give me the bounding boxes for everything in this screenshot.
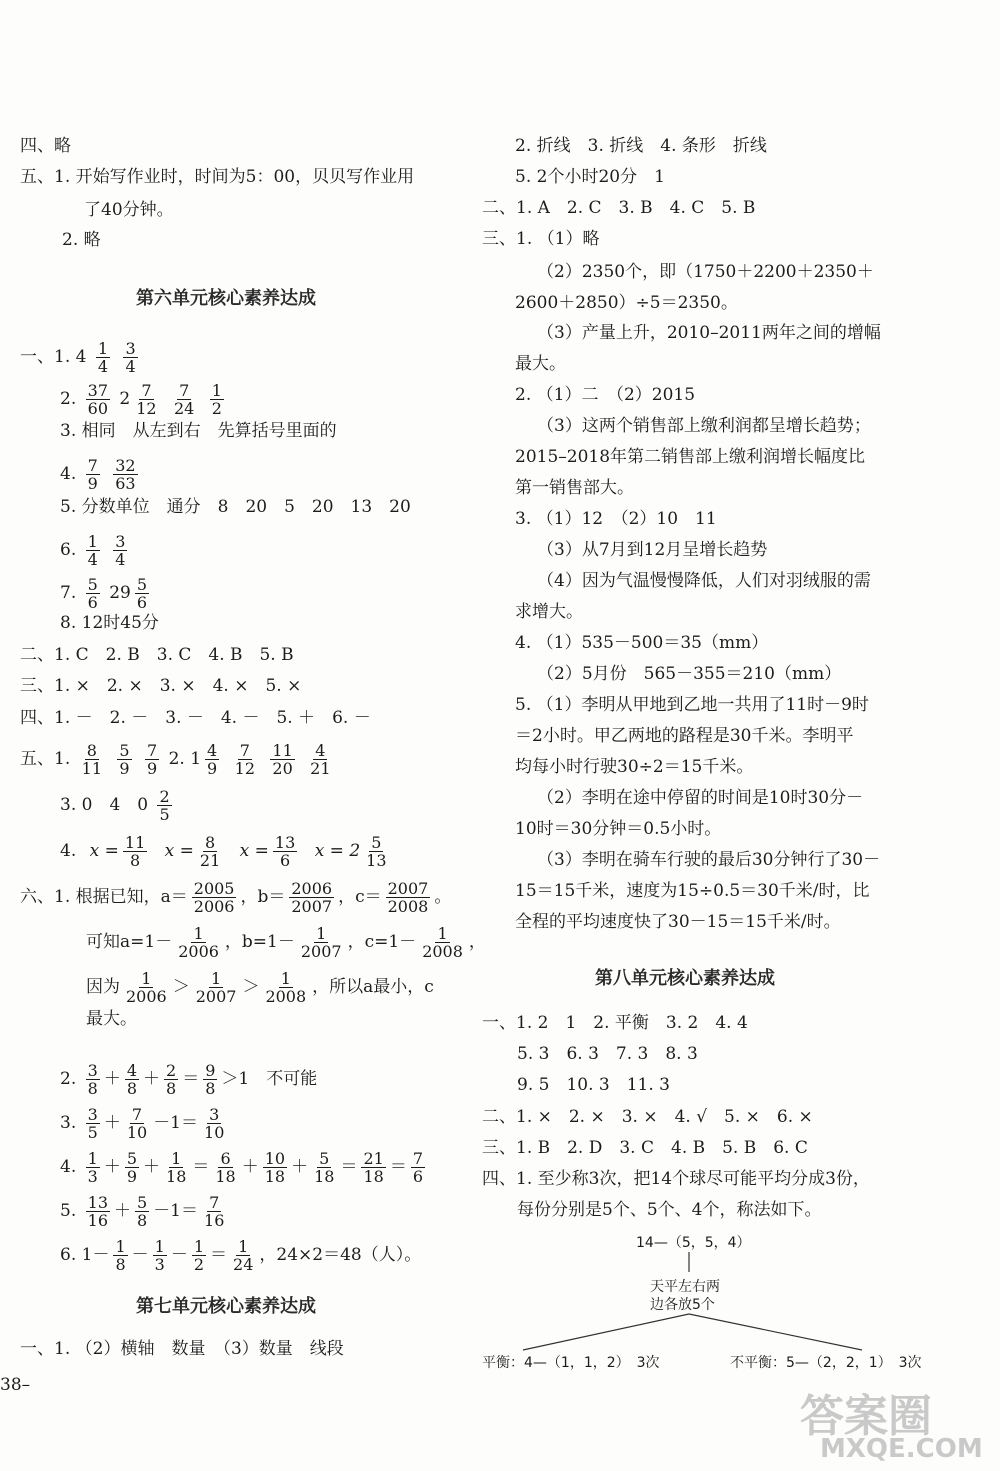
answer-line: 六、1. 根据已知，a＝ $\frac{2005}{2006}$ ，b＝ $\frac{2006}{2007}$ ，c＝ $\frac{2007}{2008}$ 。 xyxy=(20,879,452,916)
answer-line: （3）这两个销售部上缴利润都呈增长趋势； xyxy=(537,416,871,436)
fraction: $\frac{37}{60}$ xyxy=(87,381,108,418)
fraction: $\frac{8}{21}$ xyxy=(199,833,221,870)
answer-line: 5. 2个小时20分 1 xyxy=(515,167,665,187)
answer-line: 8. 12时45分 xyxy=(60,613,159,633)
fraction: $\frac{13}{16}$ xyxy=(87,1193,108,1230)
fraction: $\frac{6}{18}$ xyxy=(215,1149,236,1186)
answer-line: 15＝15千米，速度为15÷0.5＝30千米/时，比 xyxy=(515,881,870,901)
fraction: $\frac{7}{12}$ xyxy=(234,741,255,778)
answer-line: 四、略 xyxy=(20,136,71,156)
fraction: $\frac{5}{9}$ xyxy=(126,1149,138,1186)
answer-line: 9. 5 10. 3 11. 3 xyxy=(517,1075,670,1095)
fraction: $\frac{3}{5}$ xyxy=(87,1105,98,1142)
answer-line: 2600＋2850）÷5＝2350。 xyxy=(515,293,738,313)
fraction: $\frac{3}{8}$ xyxy=(87,1061,98,1098)
fraction: $\frac{5}{6}$ xyxy=(136,575,148,612)
fraction: $\frac{1}{4}$ xyxy=(97,339,109,376)
answer-line: （3）产量上升，2010–2011两年之间的增幅 xyxy=(537,323,881,343)
answer-line: 了40分钟。 xyxy=(84,200,174,220)
fraction: $\frac{9}{8}$ xyxy=(205,1061,216,1098)
answer-line: 三、1. （1）略 xyxy=(482,229,600,249)
fraction: $\frac{4}{9}$ xyxy=(207,741,218,778)
fraction: $\frac{2007}{2008}$ xyxy=(387,879,429,916)
fraction: $\frac{1}{2}$ xyxy=(211,381,222,418)
fraction: $\frac{7}{10}$ xyxy=(126,1105,148,1142)
fraction: $\frac{4}{8}$ xyxy=(126,1061,138,1098)
answer-line: 求增大。 xyxy=(515,602,583,622)
section-heading-unit8: 第八单元核心素养达成 xyxy=(595,968,775,989)
answer-line: （2）李明在途中停留的时间是10时30分－ xyxy=(537,788,864,808)
answer-line: 最大。 xyxy=(86,1009,137,1029)
fraction: $\frac{7}{16}$ xyxy=(204,1193,225,1230)
answer-line: 2015–2018年第二销售部上缴利润增长幅度比 xyxy=(515,447,866,467)
tree-left-branch xyxy=(523,1314,689,1350)
fraction: $\frac{1}{3}$ xyxy=(154,1237,165,1274)
tree-right-branch xyxy=(689,1314,862,1350)
fraction: $\frac{2006}{2007}$ xyxy=(291,879,333,916)
answer-line: 2. 折线 3. 折线 4. 条形 折线 xyxy=(515,136,767,156)
fraction: $\frac{1}{2006}$ xyxy=(126,969,167,1006)
answer-line: 4. $\frac{1}{3}$ ＋ $\frac{5}{9}$ ＋ $\frac{1}{18}$ ＝ $\frac{6}{18}$ ＋ $\frac{10}{18}$ ＋ $\frac{5}{18}$ ＝ $\frac{21}{18}$ ＝ $\frac{7}{6}$ xyxy=(60,1149,423,1186)
fraction: $\frac{7}{24}$ xyxy=(174,381,195,418)
answer-line: 2. （1）二 （2）2015 xyxy=(515,385,696,405)
section-heading-unit7: 第七单元核心素养达成 xyxy=(136,1296,316,1317)
fraction: $\frac{5}{9}$ xyxy=(119,741,130,778)
answer-line: 4. $\frac{7}{9}$ $\frac{32}{63}$ xyxy=(60,456,136,493)
answer-line: 第一销售部大。 xyxy=(515,478,634,498)
fraction: $\frac{5}{18}$ xyxy=(314,1149,335,1186)
fraction: $\frac{1}{2}$ xyxy=(193,1237,205,1274)
answer-line: 四、1. － 2. － 3. － 4. － 5. ＋ 6. － xyxy=(20,708,371,728)
fraction: $\frac{3}{4}$ xyxy=(115,532,126,569)
answer-line: 因为 $\frac{1}{2006}$ ＞ $\frac{1}{2007}$ ＞ $\frac{1}{2008}$ ，所以a最小，c xyxy=(86,969,434,1006)
answer-line: 一、1. 2 1 2. 平衡 3. 2 4. 4 xyxy=(482,1013,748,1033)
answer-line: 2. $\frac{3}{8}$ ＋ $\frac{4}{8}$ ＋ $\frac{2}{8}$ ＝ $\frac{9}{8}$ ＞1 不可能 xyxy=(60,1061,318,1098)
tree-root-label: 14—（5，5，4） xyxy=(636,1235,751,1251)
fraction: $\frac{1}{18}$ xyxy=(166,1149,187,1186)
fraction: $\frac{2}{5}$ xyxy=(159,787,170,824)
answer-line: 二、1. × 2. × 3. × 4. √ 5. × 6. × xyxy=(482,1107,813,1127)
fraction: $\frac{7}{9}$ xyxy=(147,741,158,778)
answer-line: 3. （1）12 （2）10 11 xyxy=(515,509,717,529)
answer-line: （3）从7月到12月呈增长趋势 xyxy=(537,540,768,560)
answer-line: 3. $\frac{3}{5}$ ＋ $\frac{7}{10}$ －1＝ $\frac{3}{10}$ xyxy=(60,1105,225,1142)
fraction: $\frac{1}{4}$ xyxy=(87,532,98,569)
answer-line: 最大。 xyxy=(515,354,566,374)
fraction: $\frac{1}{2008}$ xyxy=(422,924,463,961)
answer-line: 2. $\frac{37}{60}$ 2 $\frac{7}{12}$ $\frac{7}{24}$ $\frac{1}{2}$ xyxy=(60,381,222,418)
watermark-url: MXQE.COM xyxy=(820,1434,983,1464)
fraction: $\frac{7}{6}$ xyxy=(412,1149,423,1186)
answer-line: 可知a=1－ $\frac{1}{2006}$ ，b=1－ $\frac{1}{2007}$ ，c=1－ $\frac{1}{2008}$ ， xyxy=(86,924,486,961)
answer-line: 3. 相同 从左到右 先算括号里面的 xyxy=(60,421,337,441)
answer-line: 3. 0 4 0 $\frac{2}{5}$ xyxy=(60,787,170,824)
fraction: $\frac{3}{10}$ xyxy=(204,1105,225,1142)
fraction: $\frac{8}{11}$ xyxy=(81,741,102,778)
fraction: $\frac{1}{2008}$ xyxy=(265,969,307,1006)
answer-line: 三、1. × 2. × 3. × 4. × 5. × xyxy=(20,676,302,696)
fraction: $\frac{3}{4}$ xyxy=(125,339,136,376)
fraction: $\frac{7}{9}$ xyxy=(87,456,98,493)
fraction: $\frac{4}{21}$ xyxy=(310,741,331,778)
fraction: $\frac{1}{2007}$ xyxy=(300,924,342,961)
fraction: $\frac{21}{18}$ xyxy=(363,1149,384,1186)
answer-line: 五、1. $\frac{8}{11}$ $\frac{5}{9}$ $\frac{7}{9}$ 2. 1 $\frac{4}{9}$ $\frac{7}{12}$ $\frac{11}{20}$ $\frac{4}{21}$ xyxy=(20,741,331,778)
fraction: $\frac{1}{2006}$ xyxy=(178,924,219,961)
answer-line: 5. 分数单位 通分 8 20 5 20 13 20 xyxy=(60,497,411,517)
section-heading-unit6: 第六单元核心素养达成 xyxy=(136,288,316,309)
answer-line: 6. 1－ $\frac{1}{8}$ － $\frac{1}{3}$ － $\frac{1}{2}$ ＝ $\frac{1}{24}$ ，24×2＝48（人）。 xyxy=(60,1237,422,1274)
fraction: $\frac{11}{8}$ xyxy=(124,833,146,870)
fraction: $\frac{7}{12}$ xyxy=(136,381,157,418)
answer-line: 5. $\frac{13}{16}$ ＋ $\frac{5}{8}$ －1＝ $\frac{7}{16}$ xyxy=(60,1193,225,1230)
answer-line: 2. 略 xyxy=(62,230,101,250)
answer-line: 4. x = $\frac{11}{8}$ x = $\frac{8}{21}$ x = $\frac{13}{6}$ x = 2 $\frac{5}{13}$ xyxy=(60,833,387,870)
page-number: 38– xyxy=(0,1375,31,1395)
answer-line: 10时＝30分钟＝0.5小时。 xyxy=(515,819,722,839)
answer-line: 6. $\frac{1}{4}$ $\frac{3}{4}$ xyxy=(60,532,126,569)
fraction: $\frac{1}{24}$ xyxy=(233,1237,254,1274)
answer-line: 三、1. B 2. D 3. C 4. B 5. B 6. C xyxy=(482,1138,808,1158)
answer-line: 每份分别是5个、5个、4个，称法如下。 xyxy=(517,1200,822,1220)
fraction: $\frac{1}{3}$ xyxy=(87,1149,98,1186)
answer-line: 五、1. 开始写作业时，时间为5：00，贝贝写作业用 xyxy=(20,167,415,187)
fraction: $\frac{32}{63}$ xyxy=(115,456,136,493)
answer-line: 二、1. A 2. C 3. B 4. C 5. B xyxy=(482,198,756,218)
answer-line: （3）李明在骑车行驶的最后30分钟行了30－ xyxy=(537,850,881,870)
answer-line: 四、1. 至少称3次，把14个球尽可能平均分成3份， xyxy=(482,1169,870,1189)
fraction: $\frac{1}{8}$ xyxy=(115,1237,126,1274)
watermark-logo: 答案圈 xyxy=(800,1391,932,1442)
fraction: $\frac{10}{18}$ xyxy=(264,1149,286,1186)
fraction: $\frac{13}{6}$ xyxy=(274,833,296,870)
tree-node-label: 天平左右两 xyxy=(650,1279,720,1295)
answer-line: （2）5月份 565－355＝210（mm） xyxy=(537,664,842,684)
tree-leaf-unbalanced: 不平衡：5—（2，2，1） 3次 xyxy=(730,1355,922,1371)
answer-line: 5. （1）李明从甲地到乙地一共用了11时－9时 xyxy=(515,695,869,715)
answer-line: ＝2小时。甲乙两地的路程是30千米。李明平 xyxy=(515,726,854,746)
answer-line: （4）因为气温慢慢降低，人们对羽绒服的需 xyxy=(537,571,871,591)
answer-line: （2）2350个，即（1750＋2200＋2350＋ xyxy=(537,262,874,282)
fraction: $\frac{11}{20}$ xyxy=(272,741,293,778)
fraction: $\frac{1}{2007}$ xyxy=(195,969,237,1006)
answer-line: 一、1. （2）横轴 数量 （3）数量 线段 xyxy=(20,1339,344,1359)
answer-line: 7. $\frac{5}{6}$ 29 $\frac{5}{6}$ xyxy=(60,575,148,612)
answer-line: 全程的平均速度快了30－15＝15千米/时。 xyxy=(515,912,841,932)
tree-node-label: 边各放5个 xyxy=(650,1297,715,1313)
tree-leaf-balanced: 平衡：4—（1，1，2） 3次 xyxy=(482,1355,660,1371)
fraction: $\frac{2}{8}$ xyxy=(166,1061,177,1098)
fraction: $\frac{5}{13}$ xyxy=(366,833,387,870)
fraction: $\frac{2005}{2006}$ xyxy=(193,879,235,916)
answer-line: 5. 3 6. 3 7. 3 8. 3 xyxy=(517,1044,698,1064)
fraction: $\frac{5}{8}$ xyxy=(137,1193,148,1230)
answer-line: 二、1. C 2. B 3. C 4. B 5. B xyxy=(20,645,294,665)
answer-line: 一、1. 4 $\frac{1}{4}$ $\frac{3}{4}$ xyxy=(20,339,136,376)
fraction: $\frac{5}{6}$ xyxy=(87,575,98,612)
answer-line: 4. （1）535－500＝35（mm） xyxy=(515,633,769,653)
answer-line: 均每小时行驶30÷2＝15千米。 xyxy=(515,757,754,777)
